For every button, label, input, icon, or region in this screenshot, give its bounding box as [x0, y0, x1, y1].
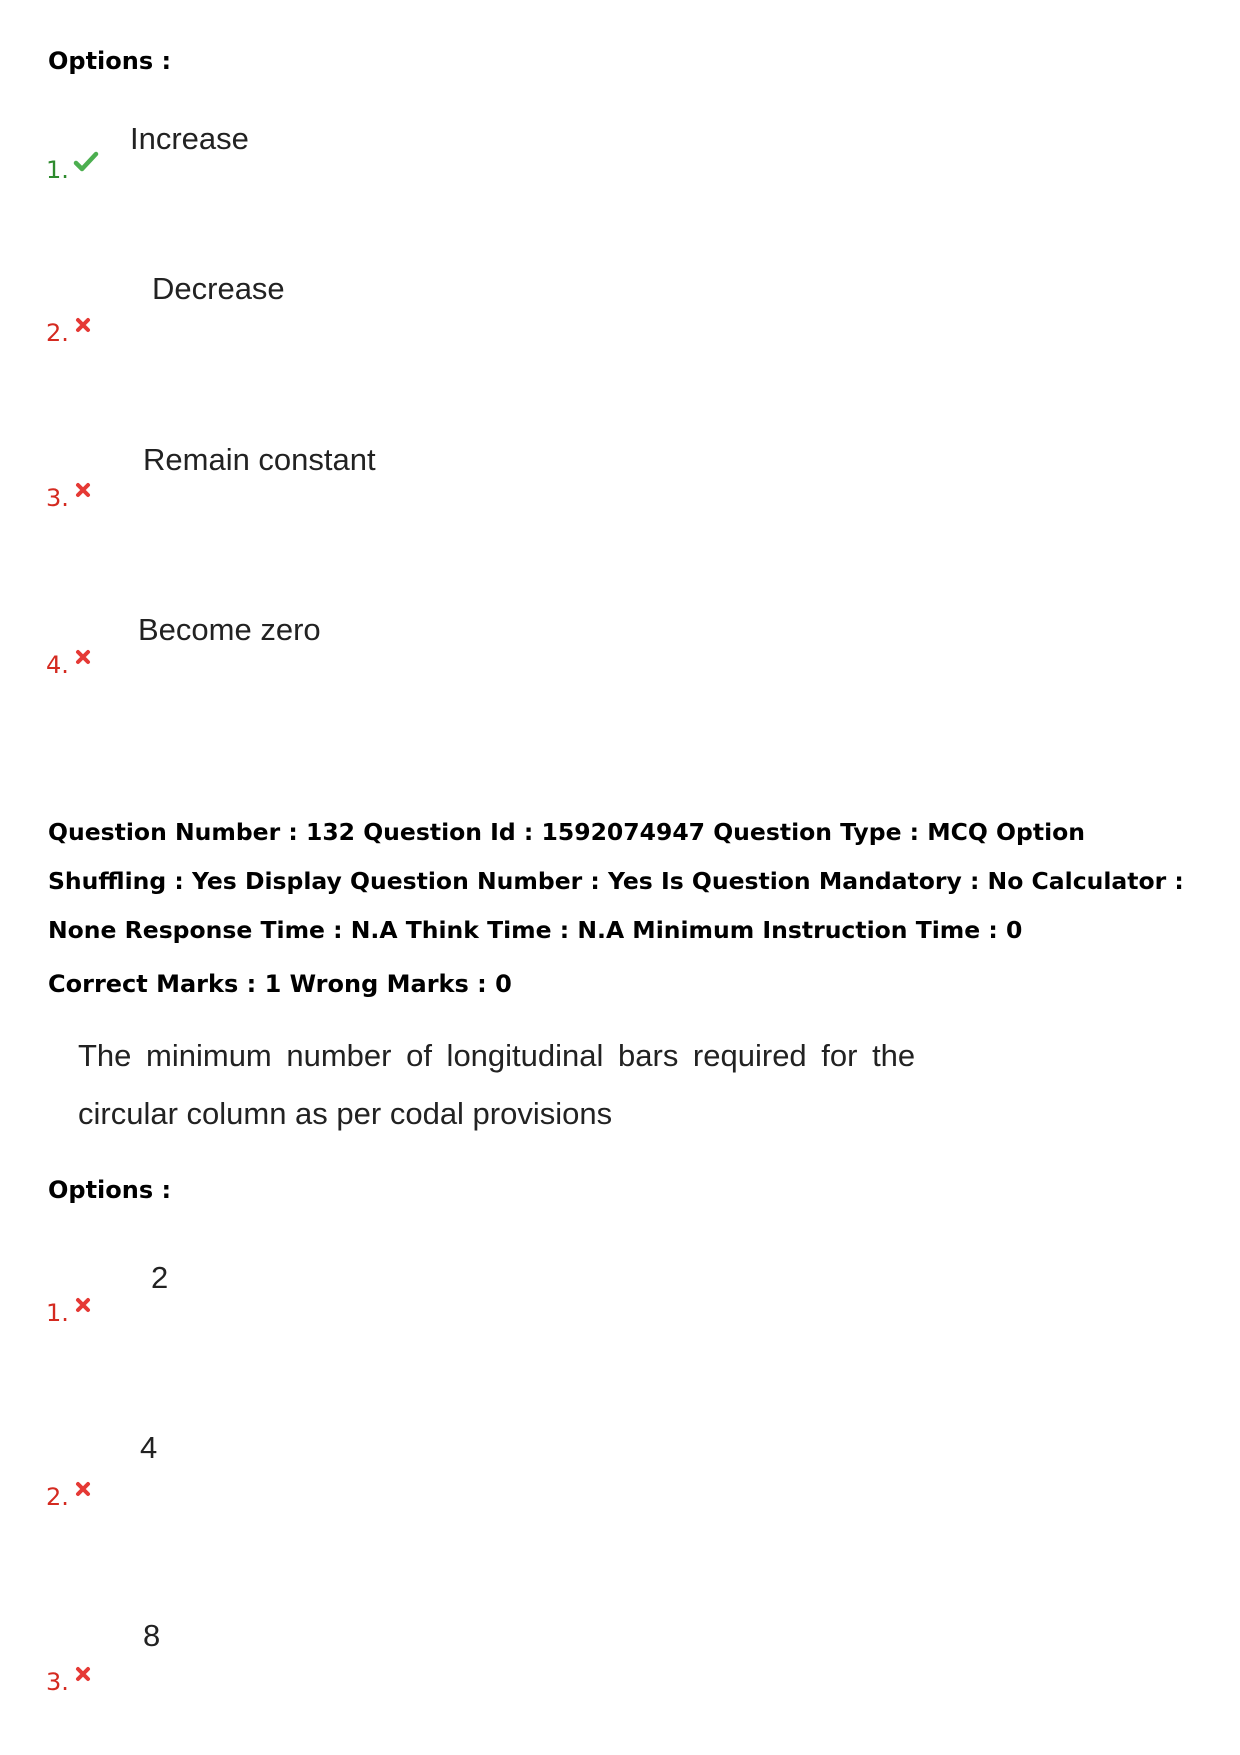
- cross-icon: [73, 312, 93, 342]
- option-3-marker: [46, 483, 93, 513]
- option-4-text: Become zero: [138, 612, 321, 647]
- question-text: [78, 1027, 915, 1143]
- option-number: 2.: [46, 319, 69, 347]
- option-number: 3.: [46, 1668, 69, 1696]
- option-1-text: Increase: [130, 121, 249, 156]
- option-1-text: 2: [151, 1260, 169, 1295]
- option-number: 1.: [46, 1299, 69, 1327]
- option-3-text: 8: [143, 1618, 161, 1653]
- option-2-text: 4: [140, 1430, 158, 1465]
- options-heading: Options :: [48, 1176, 172, 1204]
- question-metadata: Question Number : 132 Question Id : 1592074947 Question Type : MCQ Option Shuffling : Yes Display Question Number : Yes Is Question Mandatory : No Calculator : None Response Time : N.A Think Time : N.A Minimum Instruction Time : 0: [48, 818, 1184, 944]
- marks-info: Correct Marks : 1 Wrong Marks : 0: [48, 970, 512, 998]
- option-number: 4.: [46, 651, 69, 679]
- cross-icon: [73, 1661, 93, 1691]
- option-2-marker: [46, 318, 93, 348]
- check-icon: [73, 149, 99, 182]
- option-1-marker: [46, 1298, 93, 1328]
- option-number: 1.: [46, 156, 69, 184]
- cross-icon: [73, 1292, 93, 1322]
- cross-icon: [73, 644, 93, 674]
- option-3-marker: [46, 1667, 93, 1697]
- cross-icon: [73, 1476, 93, 1506]
- cross-icon: [73, 477, 93, 507]
- question-text-line: circular column as per codal provisions: [78, 1096, 613, 1131]
- option-4-marker: [46, 650, 93, 680]
- option-1-marker: [46, 155, 99, 185]
- option-2-text: Decrease: [152, 271, 285, 306]
- options-heading: Options :: [48, 47, 172, 75]
- option-number: 3.: [46, 484, 69, 512]
- option-number: 2.: [46, 1483, 69, 1511]
- question-text-line: The minimum number of longitudinal bars required for the: [78, 1038, 916, 1073]
- option-2-marker: [46, 1482, 93, 1512]
- option-3-text: Remain constant: [143, 442, 376, 477]
